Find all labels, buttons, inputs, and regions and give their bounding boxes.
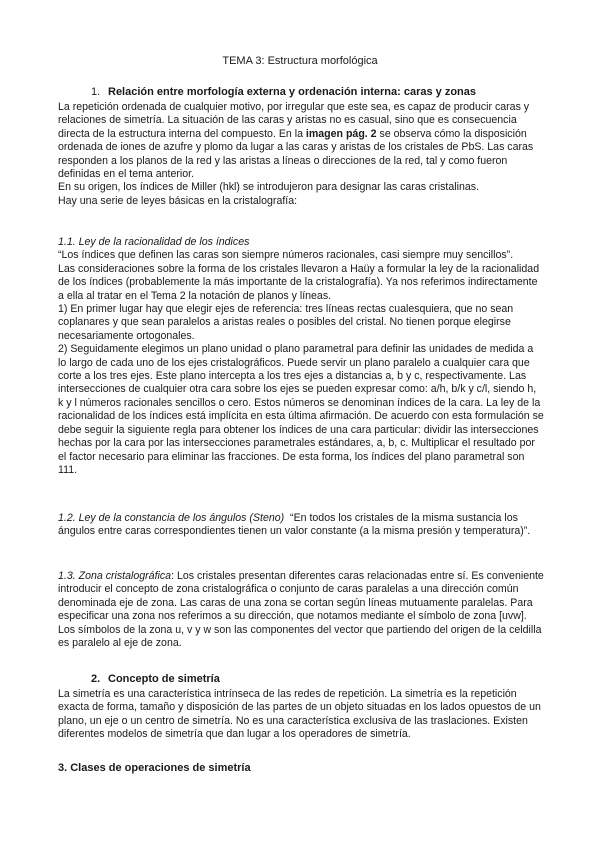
section-1-paragraph-1 [58, 101, 544, 181]
section-1-text-a: La repetición ordenada de cualquier motivo, por irregular que este sea, es capaz de producir caras y relaciones de simetría. La situación de las caras y aristas no es casual, sino que es consecuencia directa de la estructura interna del compuesto. En la [58, 101, 530, 140]
section-2-title: Concepto de simetría [108, 673, 220, 685]
section-1-paragraph-2: En su origen, los índices de Miller (hkl) se introdujeron para designar las caras cristalinas. [58, 181, 480, 194]
law-2-paragraph [58, 512, 544, 539]
section-1-text-b: se observa cómo la disposición ordenada de iones de azufre y plomo da lugar a las caras y aristas de los cristales de PbS. Las caras responden a los planos de la red y las aristas a líneas o direcciones de la red, tal y como fueron definidas en el tema anterior. [58, 127, 534, 181]
section-2-body [58, 688, 544, 742]
section-2-number: 2. [91, 673, 101, 685]
document-title: TEMA 3: Estructura morfológica [222, 55, 378, 67]
law-1-paragraph-1: Las consideraciones sobre la forma de los cristales llevaron a Haüy a formular la ley de la racionalidad de los índices (probablemente la más importante de la cristalografía). Ya nos referimos indirectamente a ella al tratar en el Tema 2 la notación de planos y líneas. [58, 262, 540, 302]
law-1-quote: “Los índices que definen las caras son siempre números racionales, casi siempre muy sencillos”. [58, 249, 514, 262]
law-1-block [58, 236, 544, 477]
section-3-heading: 3. Clases de operaciones de simetría [58, 762, 251, 774]
law-2-heading: 1.2. Ley de la constancia de los ángulos (Steno) [58, 512, 285, 524]
law-3-block [58, 570, 544, 650]
section-1-number: 1. [91, 86, 101, 98]
section-2-paragraph: La simetría es una característica intrínseca de las redes de repetición. La simetría es la repetición exacta de forma, tamaño y disposición de las partes de un objeto situadas en los lados opuestos de un plano, un eje o un centro de simetría. No es una característica exclusiva de las traslaciones. Existen diferentes modelos de simetría que dan lugar a los operadores de simetría. [58, 688, 541, 741]
law-3-heading: 1.3. Zona cristalográfica [58, 570, 172, 582]
law-1-heading: 1.1. Ley de la racionalidad de los índices [58, 236, 250, 248]
section-2-heading [91, 673, 577, 686]
law-2-block [58, 512, 544, 539]
law-3-paragraph [58, 570, 544, 650]
section-1-heading [91, 86, 577, 99]
section-1-body [58, 101, 544, 208]
section-1-title: Relación entre morfología externa y ordenación interna: caras y zonas [108, 86, 477, 98]
section-1-paragraph-3: Hay una serie de leyes básicas en la cristalografía: [58, 194, 298, 207]
law-1-paragraph-3: 2) Seguidamente elegimos un plano unidad o plano parametral para definir las unidades de medida a lo largo de cada uno de los ejes cristalográficos. Puede servir un plano paralelo a cualquier cara que corte a los tres ejes. Este plano intercepta a los tres ejes a distancias a, b y c, respectivamente. Las intersecciones de cualquier otra cara sobre los ejes se pueden expresar como: a/h, b/k y c/l, siendo h, k y l números racionales sencillos o cero. Estos números se denominan índices de la cara. La ley de la racionalidad de los índices está implícita en esta última afirmación. De acuerdo con esta formulación se debe seguir la siguiente regla para obtener los índices de una cara particular: dividir las intersecciones hechas por la cara por las intersecciones parametrales estándares, a, b, c. Multiplicar el resultado por el factor necesario para eliminar las fracciones. De esta forma, los índices del plano parametral son 111. [58, 343, 544, 476]
law-1-paragraph-2: 1) En primer lugar hay que elegir ejes de referencia: tres líneas rectas cualesquiera, que no sean coplanares y que sean paralelos a aristas reales o posibles del cristal. No tienen porque elegirse necesariamente ortogonales. [58, 303, 514, 342]
image-reference: imagen pág. 2 [305, 127, 377, 140]
law-2-text: “En todos los cristales de la misma sustancia los ángulos entre caras correspondientes tienen un valor constante (a la misma presión y temperatura)”. [58, 512, 531, 538]
law-3-text: : Los cristales presentan diferentes caras relacionadas entre sí. Es conveniente introducir el concepto de zona cristalográfica o conjunto de caras paralelas a una dirección común denominada eje de zona. Las caras de una zona se cortan según líneas mutuamente paralelas. Para especificar una zona nos referimos a su dirección, que notamos mediante el símbolo de zona [uvw]. Los símbolos de la zona u, v y w son las componentes del vector que partiendo del origen de la celdilla es paralelo al eje de zona. [58, 570, 544, 650]
